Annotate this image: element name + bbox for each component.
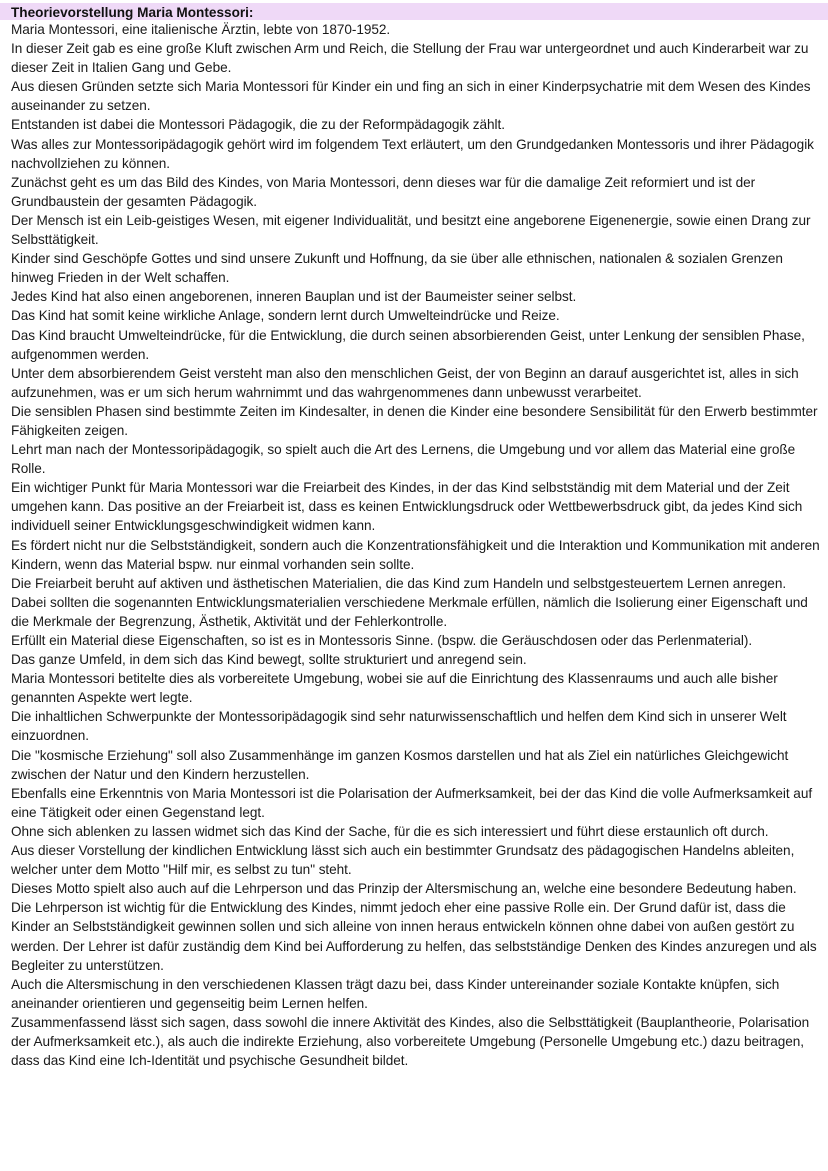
paragraph: Entstanden ist dabei die Montessori Pädagogik, die zu der Reformpädagogik zählt. (11, 117, 505, 133)
paragraph: Kinder sind Geschöpfe Gottes und sind unsere Zukunft und Hoffnung, da sie über alle ethnischen, nationalen & sozialen Grenzen hinweg Frieden in der Welt schaffen. (11, 251, 783, 286)
paragraph: Es fördert nicht nur die Selbstständigkeit, sondern auch die Konzentrationsfähigkeit und die Interaktion und Kommunikation mit anderen Kindern, wenn das Material bspw. nur einmal vorhanden sein sollte. (11, 537, 820, 572)
paragraph: Aus diesen Gründen setzte sich Maria Montessori für Kinder ein und fing an sich in einer Kinderpsychatrie mit dem Wesen des Kindes auseinander zu setzen. (11, 79, 811, 114)
paragraph: Die "kosmische Erziehung" soll also Zusammenhänge im ganzen Kosmos darstellen und hat als Ziel ein natürliches Gleichgewicht zwischen der Natur und den Kindern herzustellen. (11, 747, 789, 782)
paragraph: Die inhaltlichen Schwerpunkte der Montessoripädagogik sind sehr naturwissenschaftlich und helfen dem Kind sich in unserer Welt einzuordnen. (11, 709, 787, 744)
document-title: Theorievorstellung Maria Montessori: (11, 5, 254, 20)
paragraph: Maria Montessori betitelte dies als vorbereitete Umgebung, wobei sie auf die Einrichtung des Klassenraums und auch alle bisher genannten Aspekte wert legte. (11, 671, 778, 706)
paragraph: Lehrt man nach der Montessoripädagogik, so spielt auch die Art des Lernens, die Umgebung und vor allem das Material eine große Rolle. (11, 442, 796, 477)
paragraph: Ohne sich ablenken zu lassen widmet sich das Kind der Sache, für die es sich interessiert und führt diese erstaunlich oft durch. (11, 823, 769, 839)
paragraph: Erfüllt ein Material diese Eigenschaften, so ist es in Montessoris Sinne. (bspw. die Geräuschdosen oder das Perlenmaterial). (11, 633, 753, 648)
paragraph: Auch die Altersmischung in den verschiedenen Klassen trägt dazu bei, dass Kinder untereinander soziale Kontakte knüpfen, sich aneinander orientieren und gegenseitig beim Lernen helfen. (11, 976, 780, 1011)
document-body (0, 20, 828, 1070)
paragraph: Das Kind hat somit keine wirkliche Anlage, sondern lernt durch Umwelteindrücke und Reize. (11, 308, 560, 324)
paragraph: Der Mensch ist ein Leib-geistiges Wesen, mit eigener Individualität, und besitzt eine angeborene Eigenenergie, sowie einen Drang zur Selbsttätigkeit. (11, 212, 811, 248)
paragraph: Ebenfalls eine Erkenntnis von Maria Montessori ist die Polarisation der Aufmerksamkeit, bei der das Kind die volle Aufmerksamkeit auf eine Tätigkeit oder einen Gegenstand legt. (11, 785, 813, 820)
paragraph: Zunächst geht es um das Bild des Kindes, von Maria Montessori, denn dieses war für die damalige Zeit reformiert und ist der Grundbaustein der gesamten Pädagogik. (11, 174, 756, 209)
paragraph: Die Freiarbeit beruht auf aktiven und ästhetischen Materialien, die das Kind zum Handeln und selbstgesteuertem Lernen anregen. (11, 575, 787, 591)
paragraph: In dieser Zeit gab es eine große Kluft zwischen Arm und Reich, die Stellung der Frau war untergeordnet und auch Kinderarbeit war zu dieser Zeit in Italien Gang und Gebe. (11, 41, 809, 76)
paragraph: Was alles zur Montessoripädagogik gehört wird im folgendem Text erläutert, um den Grundgedanken Montessoris und ihrer Pädagogik nachvollziehen zu können. (11, 136, 814, 171)
paragraph: Das ganze Umfeld, in dem sich das Kind bewegt, sollte strukturiert und anregend sein. (11, 652, 527, 668)
paragraph: Dabei sollten die sogenannten Entwicklungsmaterialien verschiedene Merkmale erfüllen, nämlich die Isolierung einer Eigenschaft und die Merkmale der Begrenzung, Ästhetik, Aktivität und der Fehlerkontrolle. (11, 594, 808, 629)
paragraph: Aus dieser Vorstellung der kindlichen Entwicklung lässt sich auch ein bestimmter Grundsatz des pädagogischen Handelns ableiten, welcher unter dem Motto "Hilf mir, es selbst zu tun" steht. (11, 843, 795, 878)
paragraph: Die Lehrperson ist wichtig für die Entwicklung des Kindes, nimmt jedoch eher eine passive Rolle ein. Der Grund dafür ist, dass die Kinder an Selbstständigkeit gewinnen sollen und sich alleine von innen heraus entwickeln können ohne dabei von außen gestört zu werden. Der Lehrer ist dafür zuständig dem Kind bei Aufforderung zu helfen, das selbstständige Denken des Kindes anzuregen und als Begleiter zu unterstützen. (11, 900, 817, 973)
paragraph: Dieses Motto spielt also auch auf die Lehrperson und das Prinzip der Altersmischung an, welche eine besondere Bedeutung haben. (11, 881, 797, 897)
paragraph: Ein wichtiger Punkt für Maria Montessori war die Freiarbeit des Kindes, in der das Kind selbstständig mit dem Material und der Zeit umgehen kann. Das positive an der Freiarbeit ist, dass es keinen Entwicklungsdruck oder Wettbewerbsdruck gibt, da jedes Kind sich individuell seiner Entwicklungsgeschwindigkeit widmen kann. (11, 480, 803, 534)
paragraph: Die sensiblen Phasen sind bestimmte Zeiten im Kindesalter, in denen die Kinder eine besondere Sensibilität für den Erwerb bestimmter Fähigkeiten zeigen. (11, 403, 818, 438)
paragraph: Unter dem absorbierendem Geist versteht man also den menschlichen Geist, der von Beginn an darauf ausgerichtet ist, alles in sich aufzunehmen, was er um sich herum wahrnimmt und das wahrgenommenes dann unbewusst verarbeitet. (11, 365, 799, 400)
paragraph: Maria Montessori, eine italienische Ärztin, lebte von 1870-1952. (11, 22, 391, 37)
paragraph: Zusammenfassend lässt sich sagen, dass sowohl die innere Aktivität des Kindes, also die Selbsttätigkeit (Bauplantheorie, Polarisation der Aufmerksamkeit etc.), als auch die indirekte Erziehung, also vorbereitete Umgebung (Personelle Umgebung etc.) dazu beitragen, dass das Kind eine Ich-Identität und psychische Gesundheit bildet. (11, 1014, 810, 1069)
title-highlight (0, 3, 828, 20)
paragraph: Jedes Kind hat also einen angeborenen, inneren Bauplan und ist der Baumeister seiner selbst. (11, 289, 577, 305)
paragraph: Das Kind braucht Umwelteindrücke, für die Entwicklung, die durch seinen absorbierenden Geist, unter Lenkung der sensiblen Phase, aufgenommen werden. (11, 327, 805, 362)
